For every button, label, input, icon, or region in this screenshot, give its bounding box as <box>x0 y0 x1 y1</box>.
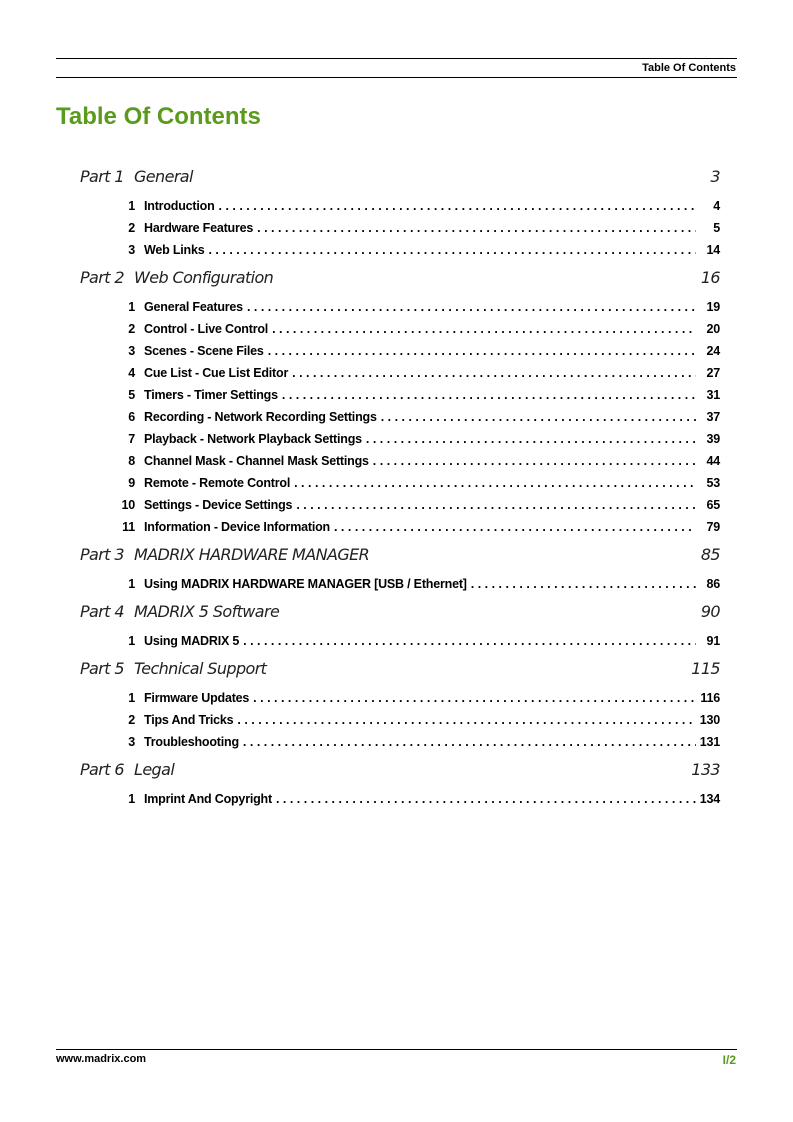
part-page-number: 133 <box>691 760 720 779</box>
part-title: Technical Support <box>134 659 267 678</box>
part-page-number: 115 <box>691 659 720 678</box>
entry-title: Scenes - Scene Files <box>144 344 264 358</box>
entry-page-number: 37 <box>706 410 720 424</box>
entry-page-number: 65 <box>706 498 720 512</box>
dot-leader <box>366 428 696 450</box>
entry-number: 2 <box>128 322 135 336</box>
toc-part-items <box>80 630 720 652</box>
toc-entry[interactable] <box>80 384 720 406</box>
entry-page-number: 14 <box>706 243 720 257</box>
header-rule <box>56 77 737 78</box>
part-label: Part 4 <box>80 602 124 621</box>
dot-leader <box>253 687 696 709</box>
entry-title: Control - Live Control <box>144 322 269 336</box>
entry-title: Using MADRIX HARDWARE MANAGER [USB / Ethernet] <box>144 577 467 591</box>
entry-title: Troubleshooting <box>144 735 239 749</box>
entry-title: Imprint And Copyright <box>144 792 272 806</box>
toc-entry[interactable] <box>80 516 720 538</box>
entry-page-number: 79 <box>706 520 720 534</box>
entry-title: Using MADRIX 5 <box>144 634 240 648</box>
entry-title: Timers - Timer Settings <box>144 388 278 402</box>
toc-entry[interactable] <box>80 406 720 428</box>
toc-part-items <box>80 788 720 810</box>
entry-number: 9 <box>128 476 135 490</box>
toc-entry[interactable] <box>80 731 720 753</box>
toc-part-items <box>80 195 720 261</box>
entry-page-number: 53 <box>706 476 720 490</box>
dot-leader <box>247 296 696 318</box>
toc-entry[interactable] <box>80 472 720 494</box>
dot-leader <box>282 384 696 406</box>
entry-title: Introduction <box>144 199 215 213</box>
entry-title: Cue List - Cue List Editor <box>144 366 289 380</box>
toc-part-items <box>80 573 720 595</box>
toc-entry[interactable] <box>80 450 720 472</box>
entry-title: Hardware Features <box>144 221 254 235</box>
entry-number: 7 <box>128 432 135 446</box>
entry-page-number: 134 <box>699 792 720 806</box>
entry-page-number: 131 <box>699 735 720 749</box>
table-of-contents <box>80 164 720 810</box>
entry-number: 1 <box>128 792 135 806</box>
entry-title: Information - Device Information <box>144 520 330 534</box>
toc-part[interactable] <box>80 599 720 625</box>
toc-entry[interactable] <box>80 195 720 217</box>
part-page-number: 16 <box>700 268 720 287</box>
toc-entry[interactable] <box>80 217 720 239</box>
dot-leader <box>219 195 696 217</box>
toc-part[interactable] <box>80 164 720 190</box>
dot-leader <box>296 494 696 516</box>
toc-part[interactable] <box>80 656 720 682</box>
entry-page-number: 4 <box>713 199 720 213</box>
dot-leader <box>292 362 696 384</box>
dot-leader <box>243 630 696 652</box>
entry-title: General Features <box>144 300 243 314</box>
entry-page-number: 19 <box>706 300 720 314</box>
entry-number: 1 <box>128 300 135 314</box>
toc-entry[interactable] <box>80 494 720 516</box>
entry-title: Playback - Network Playback Settings <box>144 432 362 446</box>
part-title: MADRIX 5 Software <box>134 602 280 621</box>
entry-title: Firmware Updates <box>144 691 250 705</box>
toc-entry[interactable] <box>80 239 720 261</box>
entry-number: 3 <box>128 243 135 257</box>
toc-entry[interactable] <box>80 318 720 340</box>
entry-page-number: 39 <box>706 432 720 446</box>
entry-title: Settings - Device Settings <box>144 498 293 512</box>
header-rule <box>56 58 737 59</box>
entry-page-number: 116 <box>700 691 720 705</box>
entry-title: Web Links <box>144 243 205 257</box>
page-title: Table Of Contents <box>56 103 261 130</box>
entry-number: 6 <box>128 410 135 424</box>
dot-leader <box>471 573 696 595</box>
part-page-number: 3 <box>710 167 720 186</box>
toc-part-items <box>80 296 720 538</box>
toc-part[interactable] <box>80 542 720 568</box>
entry-number: 2 <box>128 221 135 235</box>
toc-entry[interactable] <box>80 630 720 652</box>
dot-leader <box>276 788 696 810</box>
entry-title: Tips And Tricks <box>144 713 234 727</box>
entry-page-number: 27 <box>706 366 720 380</box>
entry-number: 4 <box>128 366 135 380</box>
dot-leader <box>334 516 696 538</box>
entry-number: 3 <box>128 344 135 358</box>
dot-leader <box>243 731 696 753</box>
entry-page-number: 91 <box>706 634 720 648</box>
entry-number: 1 <box>128 634 135 648</box>
entry-number: 3 <box>128 735 135 749</box>
dot-leader <box>381 406 696 428</box>
part-label: Part 2 <box>80 268 124 287</box>
toc-entry[interactable] <box>80 709 720 731</box>
part-label: Part 5 <box>80 659 124 678</box>
entry-number: 1 <box>128 577 135 591</box>
footer-rule <box>56 1049 737 1050</box>
entry-page-number: 130 <box>699 713 720 727</box>
part-title: Web Configuration <box>134 268 274 287</box>
dot-leader <box>272 318 696 340</box>
entry-page-number: 20 <box>706 322 720 336</box>
entry-title: Remote - Remote Control <box>144 476 291 490</box>
toc-entry[interactable] <box>80 573 720 595</box>
part-label: Part 1 <box>80 167 124 186</box>
entry-page-number: 31 <box>706 388 720 402</box>
toc-entry[interactable] <box>80 296 720 318</box>
entry-number: 1 <box>128 691 135 705</box>
toc-part[interactable] <box>80 265 720 291</box>
dot-leader <box>373 450 696 472</box>
footer-page-number: I/2 <box>722 1053 736 1067</box>
entry-number: 10 <box>121 498 135 512</box>
toc-entry[interactable] <box>80 788 720 810</box>
running-header: Table Of Contents <box>642 62 736 74</box>
dot-leader <box>294 472 696 494</box>
toc-part[interactable] <box>80 757 720 783</box>
dot-leader <box>268 340 696 362</box>
part-title: MADRIX HARDWARE MANAGER <box>134 545 370 564</box>
dot-leader <box>237 709 695 731</box>
part-page-number: 90 <box>700 602 720 621</box>
part-page-number: 85 <box>700 545 720 564</box>
entry-page-number: 44 <box>706 454 720 468</box>
entry-title: Recording - Network Recording Settings <box>144 410 377 424</box>
toc-entry[interactable] <box>80 428 720 450</box>
part-title: General <box>134 167 193 186</box>
entry-number: 2 <box>128 713 135 727</box>
entry-page-number: 5 <box>713 221 720 235</box>
part-title: Legal <box>134 760 175 779</box>
toc-entry[interactable] <box>80 687 720 709</box>
dot-leader <box>257 217 696 239</box>
entry-number: 5 <box>128 388 135 402</box>
part-label: Part 6 <box>80 760 124 779</box>
entry-number: 1 <box>128 199 135 213</box>
entry-number: 8 <box>128 454 135 468</box>
dot-leader <box>208 239 696 261</box>
entry-title: Channel Mask - Channel Mask Settings <box>144 454 369 468</box>
entry-number: 11 <box>122 520 135 534</box>
toc-part-items <box>80 687 720 753</box>
toc-entry[interactable] <box>80 362 720 384</box>
part-label: Part 3 <box>80 545 124 564</box>
toc-entry[interactable] <box>80 340 720 362</box>
entry-page-number: 86 <box>706 577 720 591</box>
entry-page-number: 24 <box>706 344 720 358</box>
footer-url[interactable]: www.madrix.com <box>56 1053 147 1065</box>
